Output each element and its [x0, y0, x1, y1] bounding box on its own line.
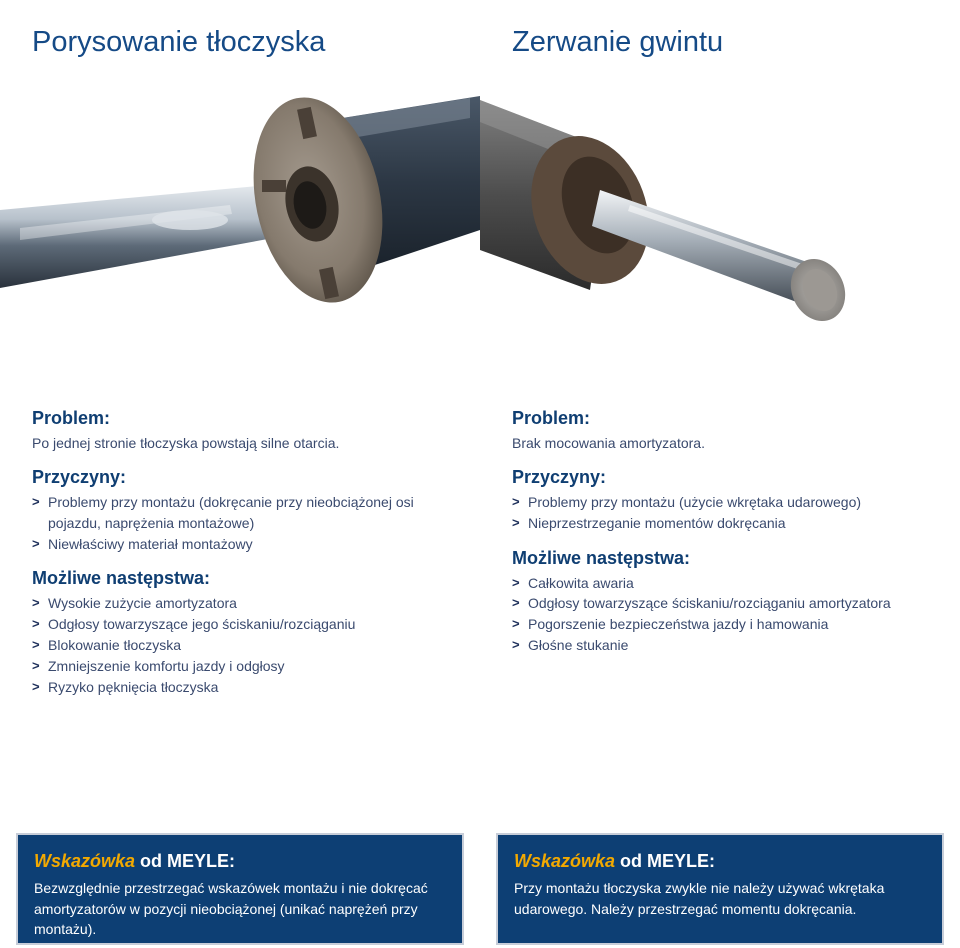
list-item: > Wysokie zużycie amortyzatora	[32, 593, 462, 614]
chevron-right-icon: >	[32, 535, 40, 551]
causes-heading: Przyczyny:	[512, 467, 607, 487]
list-item: > Pogorszenie bezpieczeństwa jazdy i hamowania	[512, 614, 942, 635]
chevron-right-icon: >	[512, 514, 520, 530]
chevron-right-icon: >	[32, 595, 40, 611]
effects-list	[32, 593, 462, 697]
chevron-right-icon: >	[32, 494, 40, 509]
problem-text: Po jednej stronie tłoczyska powstają silne otarcia.	[32, 435, 340, 451]
effects-list	[512, 573, 942, 656]
chevron-right-icon: >	[512, 595, 520, 611]
tip-text: Bezwzględnie przestrzegać wskazówek montażu i nie dokręcać amortyzatorów w pozycji nieobciążonej (unikać naprężeń przy montażu).	[34, 880, 428, 937]
list-item: > Odgłosy towarzyszące ściskaniu/rozciąganiu amortyzatora	[512, 593, 942, 614]
list-item: > Zmniejszenie komfortu jazdy i odgłosy	[32, 656, 462, 677]
chevron-right-icon: >	[32, 657, 40, 673]
tip-box-right	[496, 833, 944, 945]
causes-list	[32, 492, 462, 554]
list-item: > Niewłaściwy materiał montażowy	[32, 534, 462, 555]
list-item: > Całkowita awaria	[512, 573, 942, 594]
list-item: > Odgłosy towarzyszące jego ściskaniu/rozciąganiu	[32, 614, 462, 635]
chevron-right-icon: >	[512, 574, 520, 590]
causes-heading: Przyczyny:	[32, 467, 127, 487]
tip-heading: Wskazówka od MEYLE:	[514, 851, 716, 871]
chevron-right-icon: >	[512, 616, 520, 632]
effects-heading: Możliwe następstwa:	[32, 568, 211, 589]
chevron-right-icon: >	[32, 616, 40, 632]
tip-box-left	[16, 833, 464, 945]
chevron-right-icon: >	[512, 636, 520, 652]
list-item: > Ryzyko pęknięcia tłoczyska	[32, 677, 462, 698]
chevron-right-icon: >	[512, 494, 520, 509]
list-item: > Problemy przy montażu (dokręcanie przy nieobciążonej osi pojazdu, naprężenia montażowe)	[32, 494, 414, 531]
page-title-left: Porysowanie tłoczyska	[32, 26, 326, 58]
causes-list	[512, 492, 942, 534]
tip-heading: Wskazówka od MEYLE:	[34, 851, 236, 871]
problem-text: Brak mocowania amortyzatora.	[512, 435, 705, 451]
right-text-block	[512, 408, 942, 670]
list-item: > Blokowanie tłoczyska	[32, 635, 462, 656]
chevron-right-icon: >	[32, 678, 40, 694]
left-text-block	[32, 408, 462, 711]
chevron-right-icon: >	[32, 636, 40, 652]
tip-text: Przy montażu tłoczyska zwykle nie należy używać wkrętaka udarowego. Należy przestrzegać momentu dokręcania.	[514, 880, 885, 917]
problem-heading: Problem:	[32, 408, 111, 428]
page-title-right: Zerwanie gwintu	[512, 26, 724, 58]
list-item: > Nieprzestrzeganie momentów dokręcania	[512, 513, 942, 534]
effects-heading: Możliwe następstwa:	[512, 547, 691, 568]
problem-heading: Problem:	[512, 408, 591, 428]
list-item: > Głośne stukanie	[512, 635, 942, 656]
list-item: > Problemy przy montażu (użycie wkrętaka udarowego)	[512, 492, 942, 513]
